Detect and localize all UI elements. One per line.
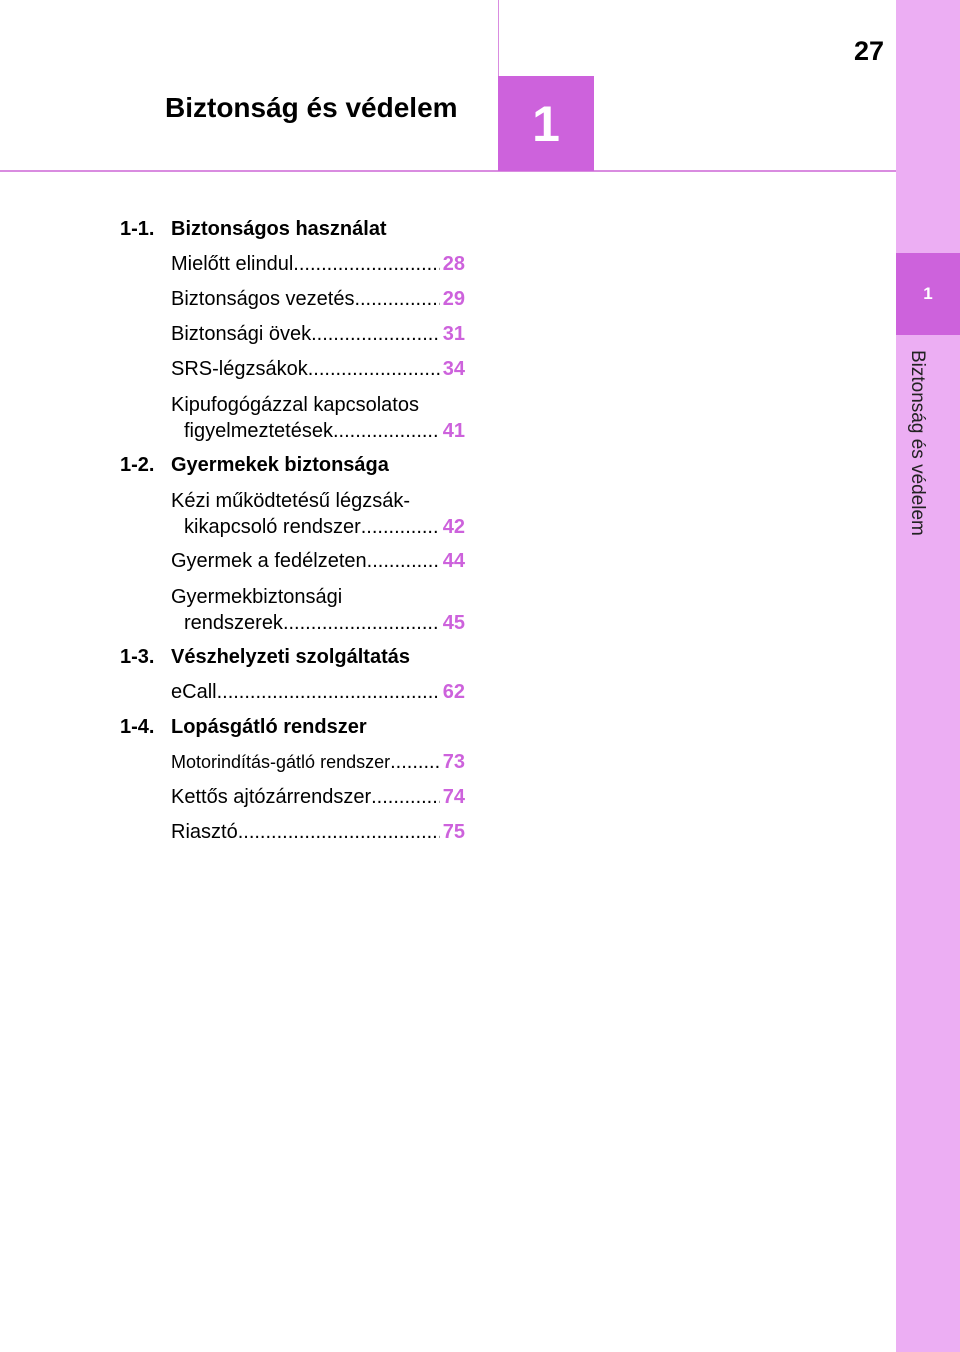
page-link[interactable]: 73 bbox=[442, 751, 465, 773]
toc-entry[interactable] bbox=[171, 815, 465, 850]
header-rule bbox=[0, 170, 896, 172]
section-title: Vészhelyzeti szolgáltatás bbox=[171, 646, 410, 668]
entry-title: rendszerek bbox=[184, 612, 283, 634]
section-number: 1-4. bbox=[120, 716, 155, 738]
leader-dots bbox=[371, 786, 440, 809]
page-link[interactable]: 44 bbox=[442, 550, 465, 572]
leader-dots bbox=[361, 516, 440, 539]
entry-title: Biztonsági övek bbox=[171, 323, 312, 345]
leader-dots bbox=[354, 288, 439, 311]
page-link[interactable]: 31 bbox=[442, 323, 465, 345]
entry-title-line1: Kézi működtetésű légzsák- bbox=[171, 490, 411, 512]
toc-entry[interactable] bbox=[171, 780, 465, 815]
leader-dots bbox=[238, 821, 440, 844]
leader-dots bbox=[293, 253, 439, 276]
entry-title: Kettős ajtózárrendszer bbox=[171, 786, 372, 808]
section-number: 1-3. bbox=[120, 646, 155, 668]
chapter-number-box bbox=[498, 76, 594, 171]
section-number: 1-2. bbox=[120, 454, 155, 476]
entry-title: Biztonságos vezetés bbox=[171, 288, 355, 310]
chapter-number: 1 bbox=[532, 95, 560, 152]
entry-title-line1: Gyermekbiztonsági bbox=[171, 586, 343, 608]
section-title: Biztonságos használat bbox=[171, 218, 387, 240]
page-link[interactable]: 41 bbox=[442, 420, 465, 442]
side-tab-label: Biztonság és védelem bbox=[907, 350, 928, 536]
page-link[interactable]: 28 bbox=[442, 253, 465, 275]
entry-title: Riasztó bbox=[171, 821, 238, 843]
side-tab[interactable] bbox=[896, 253, 960, 335]
leader-dots bbox=[390, 751, 440, 774]
toc-entry[interactable] bbox=[171, 544, 465, 579]
entry-title: Motorindítás-gátló rendszer bbox=[171, 752, 391, 772]
toc-entry[interactable] bbox=[171, 352, 465, 387]
toc-entry[interactable] bbox=[171, 579, 465, 640]
leader-dots bbox=[367, 550, 440, 573]
page-link[interactable]: 45 bbox=[442, 612, 465, 634]
toc-entry[interactable] bbox=[171, 745, 465, 780]
entry-title: Gyermek a fedélzeten bbox=[171, 550, 367, 572]
entry-title: Mielőtt elindul bbox=[171, 253, 294, 275]
leader-dots bbox=[311, 323, 440, 346]
page-number: 27 bbox=[853, 36, 884, 66]
chapter-title: Biztonság és védelem bbox=[165, 92, 458, 123]
section-title: Gyermekek biztonsága bbox=[171, 454, 389, 476]
leader-dots bbox=[333, 420, 440, 443]
toc-entry[interactable] bbox=[171, 387, 465, 448]
toc-entry[interactable] bbox=[171, 483, 465, 544]
side-tab-number: 1 bbox=[923, 284, 933, 303]
toc-section-heading bbox=[120, 212, 465, 247]
table-of-contents bbox=[120, 212, 465, 850]
toc-section-heading bbox=[120, 710, 465, 745]
toc-entry[interactable] bbox=[171, 247, 465, 282]
entry-title: figyelmeztetések bbox=[184, 420, 333, 442]
page-link[interactable]: 62 bbox=[442, 681, 465, 703]
header-divider bbox=[498, 0, 499, 76]
page-link[interactable]: 42 bbox=[442, 516, 465, 538]
entry-title: SRS-légzsákok bbox=[171, 358, 308, 380]
entry-title-line1: Kipufogógázzal kapcsolatos bbox=[171, 394, 419, 416]
page-link[interactable]: 74 bbox=[442, 786, 465, 808]
page-link[interactable]: 34 bbox=[442, 358, 465, 380]
leader-dots bbox=[283, 612, 440, 635]
entry-title: kikapcsoló rendszer bbox=[184, 516, 361, 538]
toc-section-heading bbox=[120, 640, 465, 675]
toc-entry[interactable] bbox=[171, 282, 465, 317]
toc-section-heading bbox=[120, 448, 465, 483]
page-link[interactable]: 75 bbox=[442, 821, 465, 843]
side-strip bbox=[896, 0, 960, 1352]
leader-dots bbox=[217, 681, 440, 704]
page-link[interactable]: 29 bbox=[442, 288, 465, 310]
leader-dots bbox=[308, 358, 440, 381]
section-number: 1-1. bbox=[120, 218, 155, 240]
toc-entry[interactable] bbox=[171, 675, 465, 710]
section-title: Lopásgátló rendszer bbox=[171, 716, 367, 738]
entry-title: eCall bbox=[171, 681, 217, 703]
toc-entry[interactable] bbox=[171, 317, 465, 352]
